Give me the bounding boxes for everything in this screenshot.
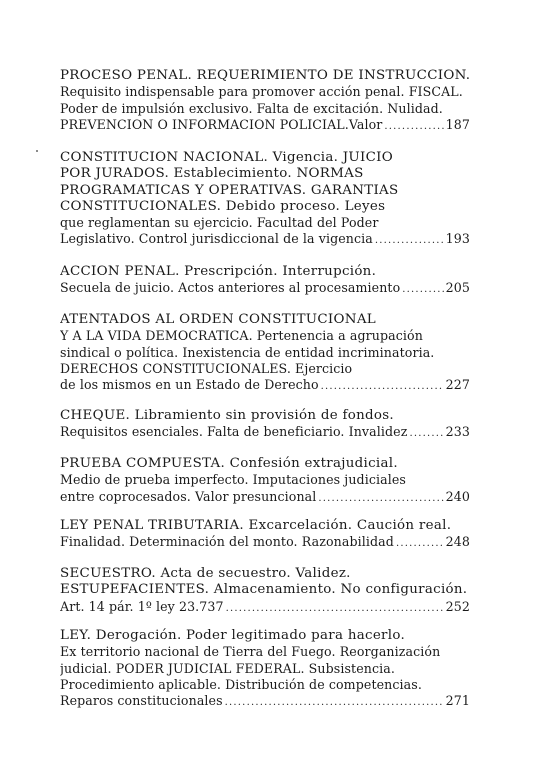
entry-line: ESTUPEFACIENTES. Almacenamiento. No configuración.	[60, 582, 468, 598]
entry-line: PROCESO PENAL. REQUERIMIENTO DE INSTRUCCION.	[60, 68, 470, 83]
entry-line: ATENTADOS AL ORDEN CONSTITUCIONAL	[60, 312, 376, 327]
entry-last-line	[60, 280, 470, 296]
entry-last-line	[60, 231, 470, 247]
entry-line: Ex territorio nacional de Tierra del Fuego. Reorganización	[60, 644, 441, 660]
entry-line: judicial. PODER JUDICIAL FEDERAL. Subsistencia.	[60, 660, 395, 676]
entry-line: POR JURADOS. Establecimiento. NORMAS	[60, 166, 364, 182]
entry-last-line	[60, 424, 470, 440]
index-entry	[60, 264, 470, 297]
page-number: 193	[445, 231, 470, 247]
page-number: 271	[445, 693, 470, 709]
page-number: 252	[445, 598, 470, 614]
entry-last-text: Requisitos esenciales. Falta de beneficiario. Invalidez	[60, 424, 408, 440]
entry-last-text: Legislativo. Control jurisdiccional de la vigencia	[60, 231, 373, 247]
entry-last-text: Art. 14 pár. 1º ley 23.737	[60, 598, 224, 614]
entry-last-text: Reparos constitucionales	[60, 693, 223, 709]
dot-leader	[318, 491, 443, 505]
entry-last-text: entre coprocesados. Valor presuncional	[60, 488, 317, 504]
entry-last-text: de los mismos en un Estado de Derecho	[60, 377, 319, 393]
dot-leader	[321, 379, 444, 393]
entry-last-line	[60, 117, 470, 133]
index-entry	[60, 628, 470, 709]
entry-last-line	[60, 599, 470, 615]
entry-line: que reglamentan su ejercicio. Facultad del Poder	[60, 215, 379, 231]
dot-leader	[402, 282, 443, 296]
entry-last-text: Secuela de juicio. Actos anteriores al procesamiento	[60, 280, 401, 296]
dot-leader	[384, 119, 443, 133]
dot-leader	[409, 426, 443, 440]
dot-leader	[375, 233, 444, 247]
entry-line: Medio de prueba imperfecto. Imputaciones judiciales	[60, 472, 406, 488]
entry-line: Procedimiento aplicable. Distribución de competencias.	[60, 676, 422, 692]
dot-leader	[225, 695, 444, 709]
page-number: 205	[445, 280, 470, 296]
index-entry	[60, 408, 470, 441]
entry-line: DERECHOS CONSTITUCIONALES. Ejercicio	[60, 360, 353, 376]
entry-line: CONSTITUCIONALES. Debido proceso. Leyes	[60, 198, 386, 214]
page-number: 248	[445, 534, 470, 550]
entry-last-line	[60, 377, 470, 393]
entry-line: Poder de impulsión exclusivo. Falta de excitación. Nulidad.	[60, 100, 443, 116]
dot-leader	[226, 601, 444, 615]
index-entry	[60, 312, 470, 393]
page-number: 187	[445, 116, 470, 132]
entry-line: sindical o política. Inexistencia de entidad incriminatoria.	[60, 344, 435, 360]
entry-line: Requisito indispensable para promover acción penal. FISCAL.	[60, 84, 463, 100]
entry-line: ACCION PENAL. Prescripción. Interrupción.	[60, 264, 377, 279]
index-entry	[60, 566, 470, 615]
entry-line: PRUEBA COMPUESTA. Confesión extrajudicial.	[60, 456, 398, 471]
entry-line: Y A LA VIDA DEMOCRATICA. Pertenencia a agrupación	[60, 328, 423, 344]
entry-last-text: PREVENCION O INFORMACION POLICIAL.Valor	[60, 116, 383, 132]
page-number: 233	[445, 424, 470, 440]
page-number: 240	[445, 488, 470, 504]
dot-leader	[396, 536, 444, 550]
entry-line: CONSTITUCION NACIONAL. Vigencia. JUICIO	[60, 150, 394, 165]
index-entry	[60, 518, 470, 551]
entry-line: CHEQUE. Libramiento sin provisión de fondos.	[60, 408, 394, 423]
paper-speck	[36, 150, 38, 152]
entry-line: PROGRAMATICAS Y OPERATIVAS. GARANTIAS	[60, 182, 399, 198]
page-number: 227	[445, 377, 470, 393]
index-entry	[60, 150, 470, 248]
entry-line: LEY PENAL TRIBUTARIA. Excarcelación. Caución real.	[60, 518, 452, 533]
entry-last-text: Finalidad. Determinación del monto. Razonabilidad	[60, 534, 394, 550]
entry-last-line	[60, 489, 470, 505]
entry-line: LEY. Derogación. Poder legitimado para hacerlo.	[60, 628, 406, 643]
index-entry	[60, 456, 470, 505]
index-entry	[60, 68, 470, 133]
entry-last-line	[60, 534, 470, 550]
entry-line: SECUESTRO. Acta de secuestro. Validez.	[60, 566, 351, 581]
entry-last-line	[60, 693, 470, 709]
